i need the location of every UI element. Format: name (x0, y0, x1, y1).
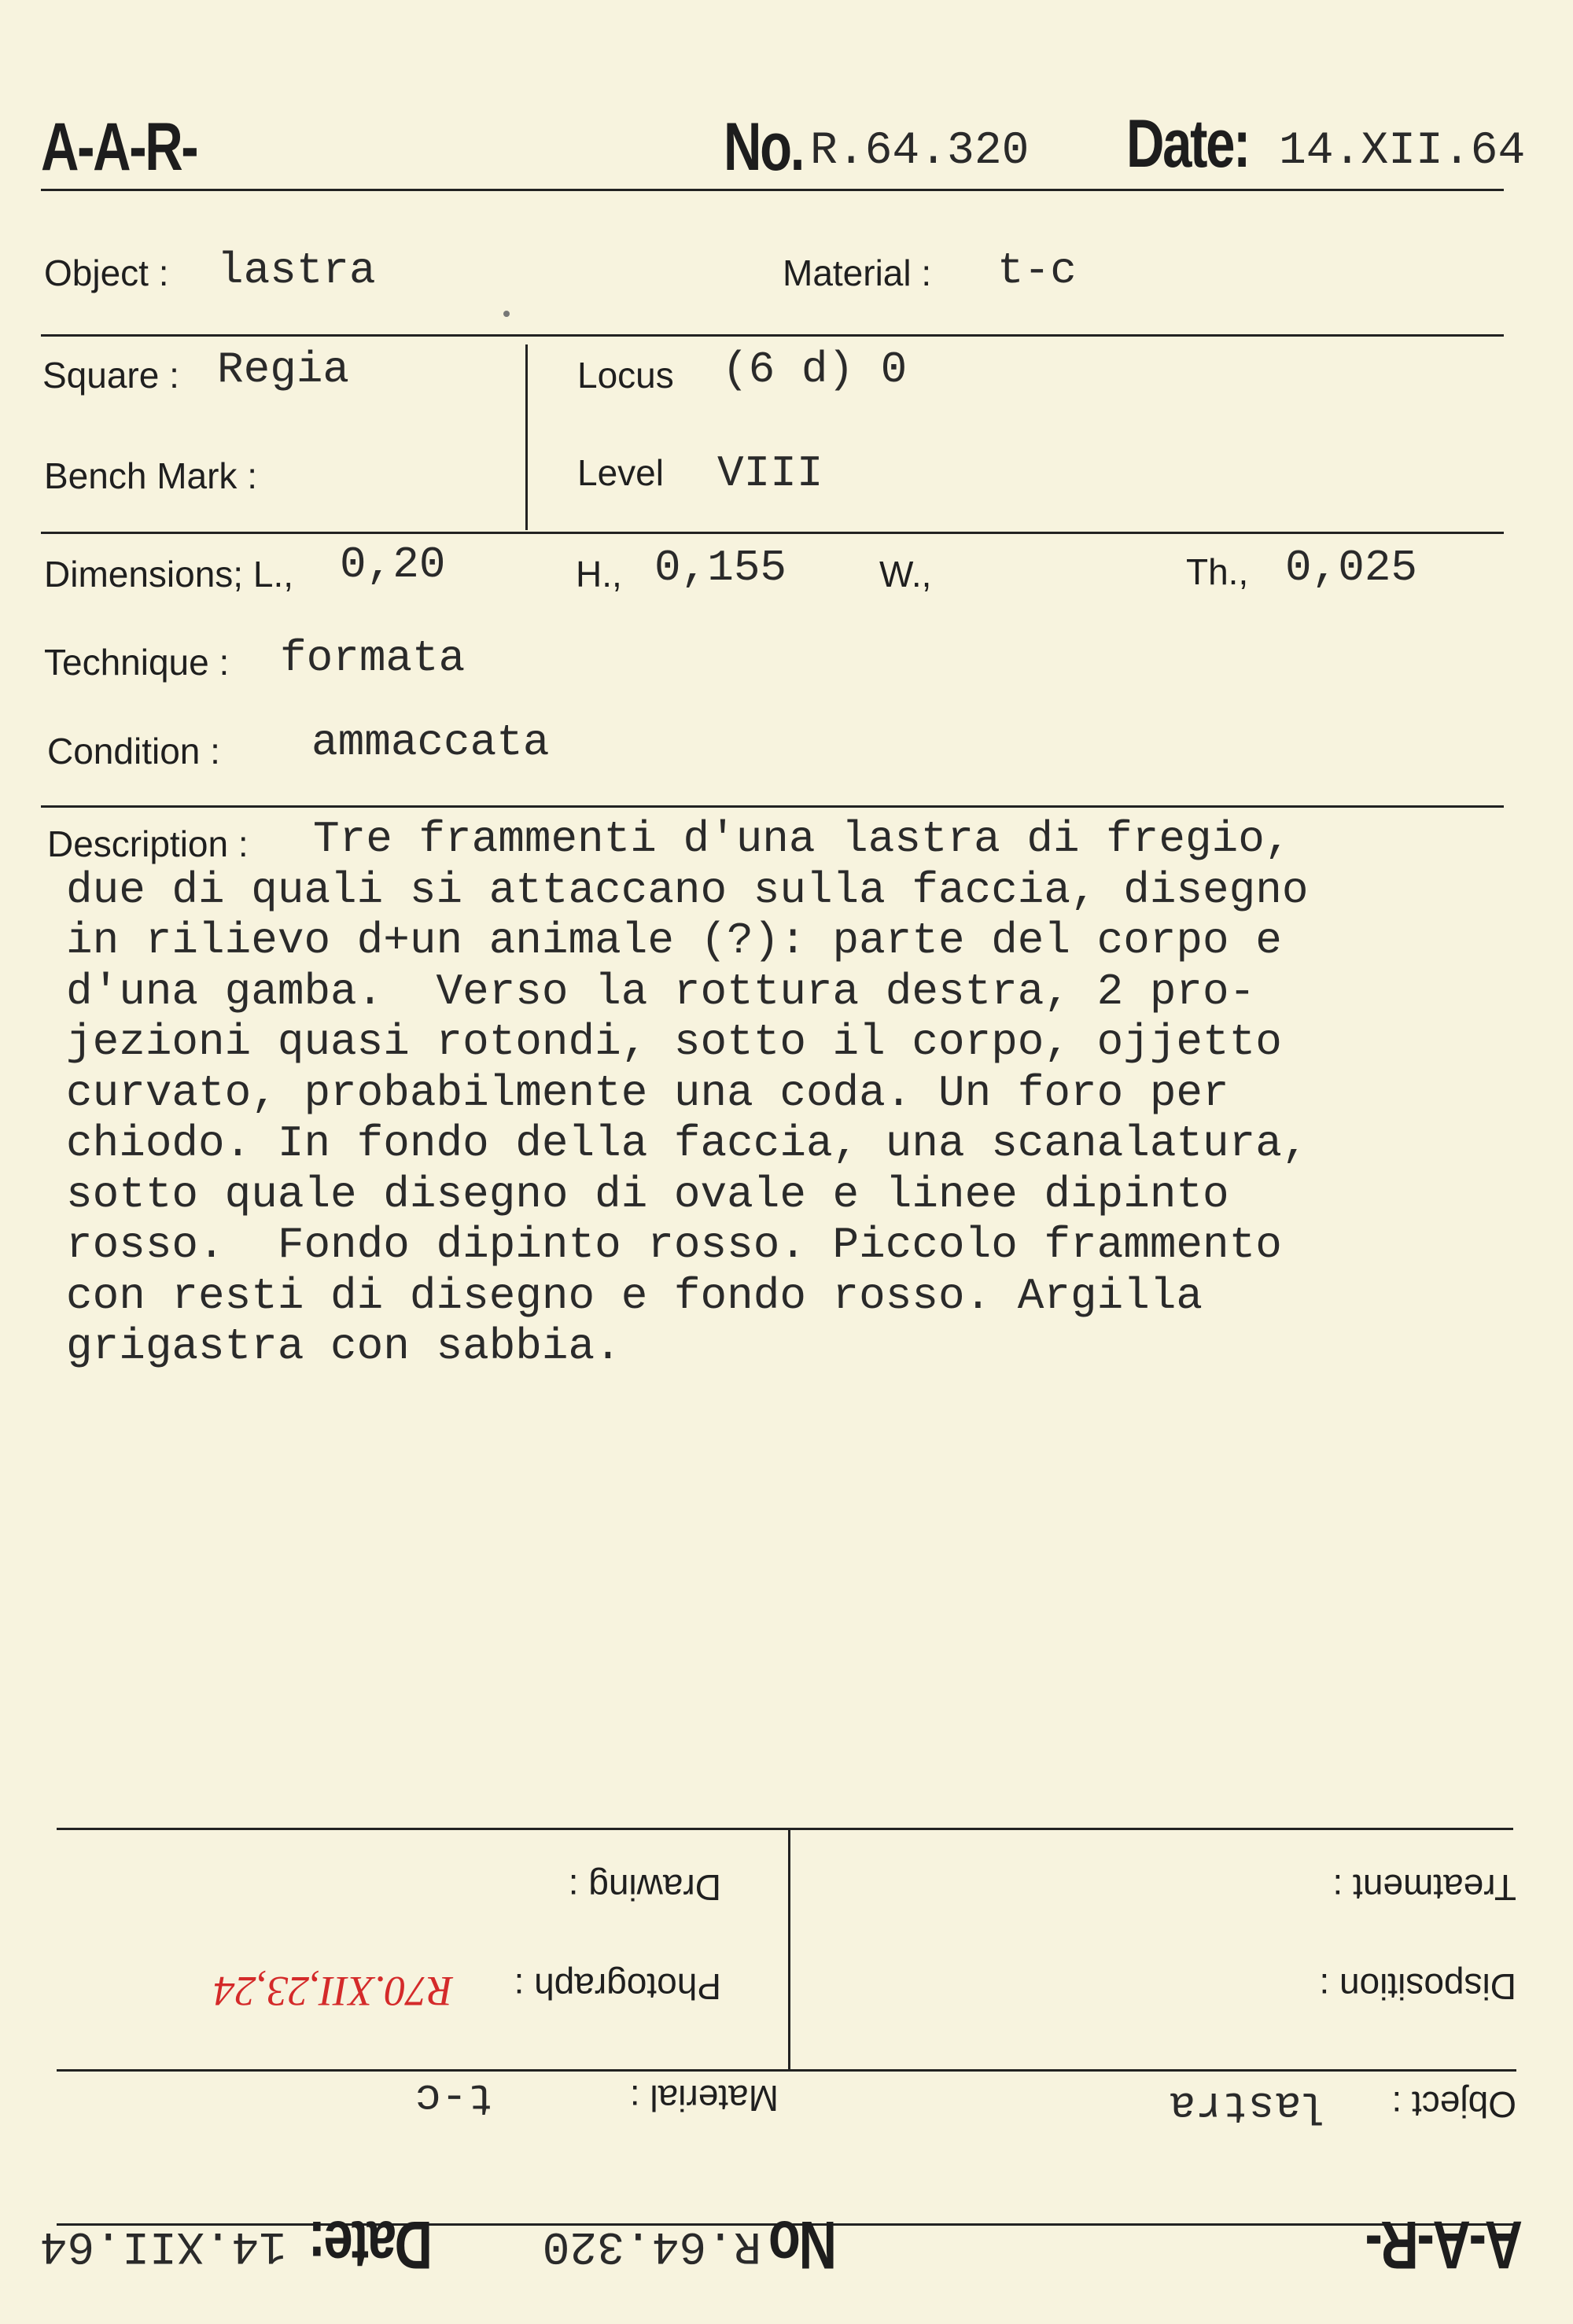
square-value: Regia (217, 344, 350, 395)
locus-value: (6 d) 0 (722, 344, 908, 395)
condition-value: ammaccata (311, 717, 550, 768)
stub-date-value: 14.XII.64 (39, 2219, 286, 2271)
inverted-stub (0, 1695, 1573, 2324)
width-label: W., (879, 554, 932, 595)
description-line: in rilievo d+un animale (?): parte del corpo e (66, 915, 1282, 966)
technique-label: Technique : (44, 642, 230, 683)
rule-1 (41, 334, 1504, 337)
level-value: VIII (717, 448, 823, 499)
stub-object-value: lastra (1169, 2080, 1328, 2131)
stub-number-value: R.64.320 (542, 2219, 761, 2271)
number-label: No. (724, 109, 804, 185)
drawing-label: Drawing : (568, 1867, 721, 1908)
stub-object-label: Object : (1391, 2084, 1516, 2125)
description-text (49, 814, 1308, 1372)
height-label: H., (576, 554, 622, 595)
thickness-value: 0,025 (1285, 543, 1418, 593)
stub-rule-middle (57, 2069, 1516, 2072)
locus-label: Locus (577, 355, 674, 396)
material-label: Material : (783, 252, 932, 293)
technique-value: formata (280, 633, 466, 683)
description-line: chiodo. In fondo della faccia, una scanalatura, (66, 1118, 1309, 1169)
disposition-label: Disposition : (1319, 1966, 1516, 2007)
rule-3 (41, 805, 1504, 808)
header-rule (41, 189, 1504, 191)
stub-org-code: A-A-R- (1366, 2207, 1523, 2282)
description-label: Description : (47, 823, 249, 864)
number-value: R.64.320 (810, 126, 1030, 177)
description-line: sotto quale disegno di ovale e linee dipinto (66, 1169, 1229, 1220)
dimensions-label: Dimensions; L., (44, 554, 294, 595)
photograph-value: R70.XII,23,24 (213, 1968, 453, 2015)
description-line: d'una gamba. Verso la rottura destra, 2 pro- (66, 966, 1256, 1017)
stub-date-label: Date: (309, 2207, 433, 2282)
org-code: A-A-R- (41, 109, 197, 185)
description-line: curvato, probabilmente una coda. Un foro per (66, 1067, 1229, 1118)
material-value: t-c (997, 245, 1077, 296)
length-value: 0,20 (340, 540, 446, 590)
date-label: Date: (1126, 106, 1250, 182)
stub-rule-top (57, 1828, 1513, 1830)
height-value: 0,155 (654, 543, 787, 593)
treatment-label: Treatment : (1332, 1867, 1516, 1908)
thickness-label: Th., (1186, 551, 1249, 592)
stub-material-value: t-c (414, 2072, 494, 2123)
ink-speck (503, 311, 510, 317)
stub-divider (788, 1829, 790, 2069)
condition-label: Condition : (47, 731, 220, 772)
description-line: con resti di disegno e fondo rosso. Argilla (66, 1270, 1203, 1321)
description-line: jezioni quasi rotondi, sotto il corpo, ojjetto (66, 1017, 1282, 1067)
object-label: Object : (44, 252, 169, 293)
block-divider (525, 344, 528, 530)
stub-number-label: No (770, 2207, 837, 2282)
square-label: Square : (42, 355, 179, 396)
bench-mark-label: Bench Mark : (44, 455, 257, 496)
description-line: due di quali si attaccano sulla faccia, disegno (66, 864, 1309, 915)
description-line: grigastra con sabbia. (66, 1321, 621, 1372)
level-label: Level (577, 452, 664, 493)
stub-material-label: Material : (629, 2078, 779, 2119)
description-line: Tre frammenti d'una lastra di fregio, (313, 814, 1291, 864)
rule-2 (41, 532, 1504, 534)
photograph-label: Photograph : (514, 1966, 721, 2007)
object-value: lastra (217, 245, 376, 296)
description-line: rosso. Fondo dipinto rosso. Piccolo frammento (66, 1220, 1282, 1270)
date-value: 14.XII.64 (1279, 126, 1526, 177)
